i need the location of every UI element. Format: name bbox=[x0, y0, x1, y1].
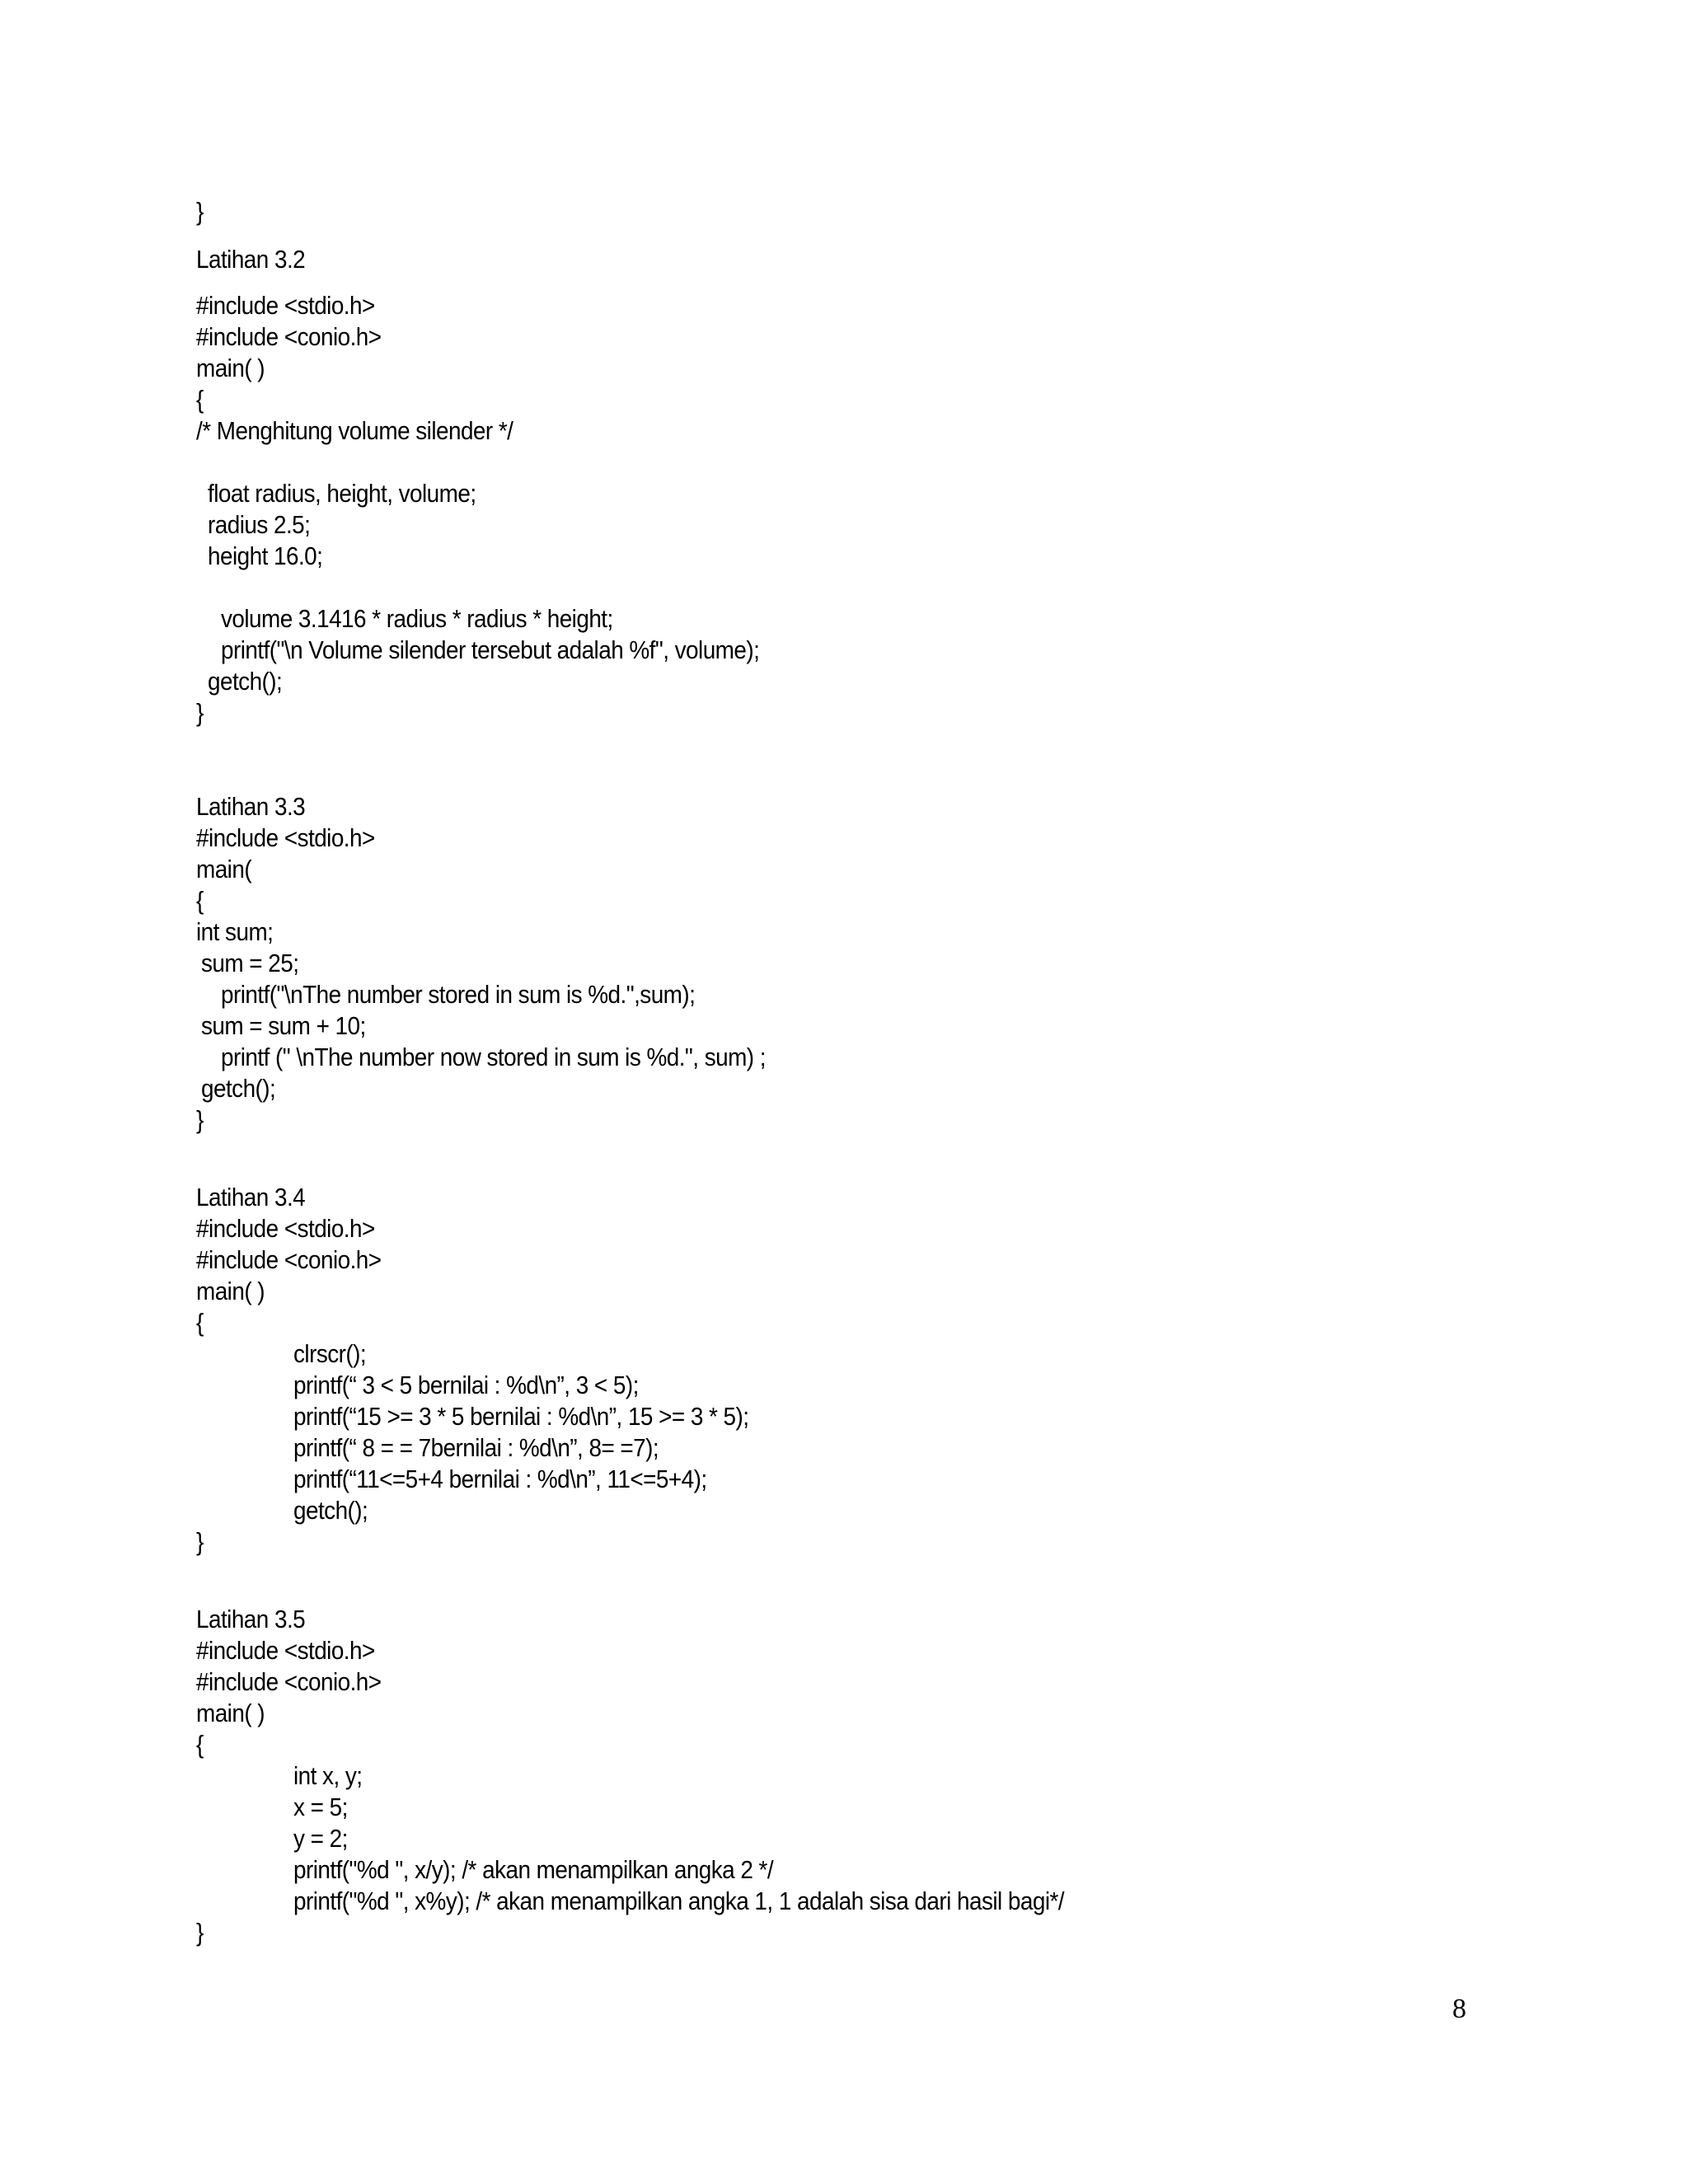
code-line: getch(); bbox=[208, 667, 283, 696]
code-line: sum = 25; bbox=[201, 949, 299, 977]
code-line: printf(“ 8 = = 7bernilai : %d\n”, 8= =7); bbox=[293, 1433, 659, 1462]
code-line: printf(“15 >= 3 * 5 bernilai : %d\n”, 15 >= 3 * 5); bbox=[293, 1402, 749, 1431]
code-line: { bbox=[196, 385, 204, 414]
closing-brace: } bbox=[196, 197, 204, 226]
code-line: getch(); bbox=[293, 1496, 368, 1525]
code-line: printf (" \nThe number now stored in sum is %d.", sum) ; bbox=[221, 1043, 766, 1071]
code-line: #include <conio.h> bbox=[196, 1245, 382, 1274]
code-line: volume 3.1416 * radius * radius * height; bbox=[221, 604, 613, 633]
code-line: y = 2; bbox=[293, 1824, 348, 1853]
code-comment: /* Menghitung volume silender */ bbox=[196, 416, 513, 445]
section-title-latihan-3-3: Latihan 3.3 bbox=[196, 792, 306, 821]
code-line: clrscr(); bbox=[293, 1339, 367, 1368]
code-line: { bbox=[196, 886, 204, 915]
code-line: x = 5; bbox=[293, 1793, 348, 1821]
section-title-latihan-3-4: Latihan 3.4 bbox=[196, 1183, 306, 1212]
code-line: } bbox=[196, 1527, 204, 1556]
code-line: getch(); bbox=[201, 1074, 276, 1103]
code-line: printf(“ 3 < 5 bernilai : %d\n”, 3 < 5); bbox=[293, 1371, 639, 1399]
code-line: printf("%d ", x/y); /* akan menampilkan angka 2 */ bbox=[293, 1855, 774, 1884]
code-line: printf("\nThe number stored in sum is %d.",sum); bbox=[221, 980, 696, 1009]
code-line: #include <stdio.h> bbox=[196, 823, 375, 852]
code-line: float radius, height, volume; bbox=[208, 479, 476, 508]
code-line: #include <stdio.h> bbox=[196, 291, 375, 320]
code-line: #include <stdio.h> bbox=[196, 1636, 375, 1665]
code-line: main( bbox=[196, 855, 252, 883]
code-line: printf("\n Volume silender tersebut adalah %f", volume); bbox=[221, 635, 760, 664]
code-line: #include <conio.h> bbox=[196, 322, 382, 351]
code-line: int sum; bbox=[196, 917, 274, 946]
code-line: printf(“11<=5+4 bernilai : %d\n”, 11<=5+4); bbox=[293, 1465, 707, 1493]
code-line: printf("%d ", x%y); /* akan menampilkan angka 1, 1 adalah sisa dari hasil bagi*/ bbox=[293, 1886, 1065, 1915]
code-line: main( ) bbox=[196, 354, 265, 382]
code-line: { bbox=[196, 1730, 204, 1759]
code-line: { bbox=[196, 1308, 204, 1337]
code-line: } bbox=[196, 698, 204, 727]
code-line: } bbox=[196, 1918, 204, 1947]
code-line: #include <conio.h> bbox=[196, 1667, 382, 1696]
code-line: #include <stdio.h> bbox=[196, 1214, 375, 1243]
code-line: int x, y; bbox=[293, 1761, 363, 1790]
page-number: 8 bbox=[1452, 1994, 1466, 2024]
section-title-latihan-3-5: Latihan 3.5 bbox=[196, 1605, 306, 1633]
code-line: sum = sum + 10; bbox=[201, 1011, 366, 1040]
code-line: radius 2.5; bbox=[208, 510, 311, 539]
code-line: main( ) bbox=[196, 1277, 265, 1305]
code-line: height 16.0; bbox=[208, 541, 323, 570]
code-line: } bbox=[196, 1105, 204, 1134]
section-title-latihan-3-2: Latihan 3.2 bbox=[196, 245, 306, 274]
code-line: main( ) bbox=[196, 1699, 265, 1727]
